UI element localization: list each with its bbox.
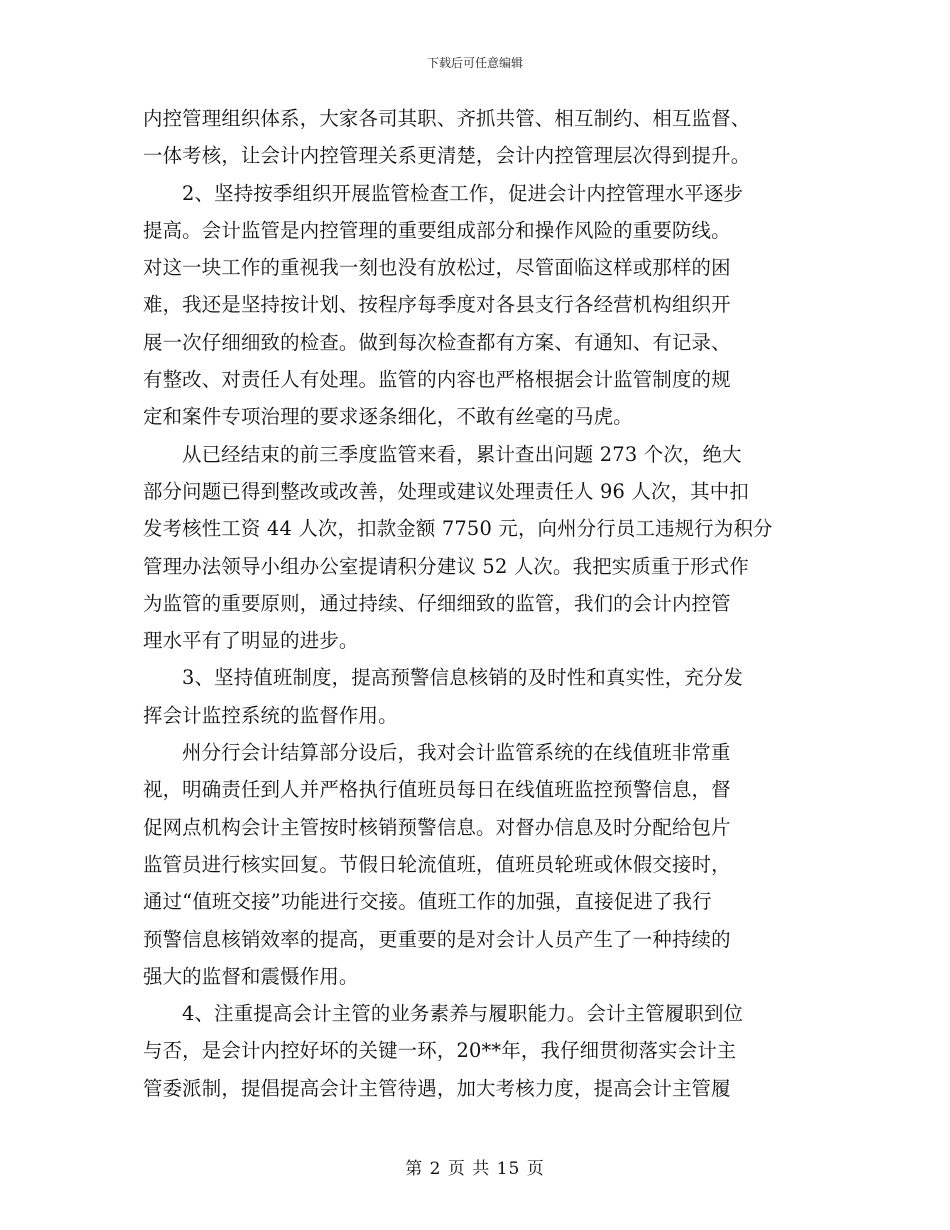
text-line: 与否，是会计内控好坏的关键一环，20**年，我仔细贯彻落实会计主 <box>143 1039 737 1063</box>
text-line: 促网点机构会计主管按时核销预警信息。对督办信息及时分配给包片 <box>143 815 731 839</box>
text-line: 4、注重提高会计主管的业务素养与履职能力。会计主管履职到位 <box>182 1002 744 1026</box>
text-line: 3、坚持值班制度，提高预警信息核销的及时性和真实性，充分发 <box>182 666 744 690</box>
text-line: 强大的监督和震慑作用。 <box>143 964 359 988</box>
text-line: 对这一块工作的重视我一刻也没有放松过，尽管面临这样或那样的困 <box>143 256 731 280</box>
text-line: 难，我还是坚持按计划、按程序每季度对各县支行各经营机构组织开 <box>143 293 731 317</box>
text-line: 定和案件专项治理的要求逐条细化，不敢有丝毫的马虎。 <box>143 405 633 429</box>
text-line: 管委派制，提倡提高会计主管待遇，加大考核力度，提高会计主管履 <box>143 1076 731 1100</box>
text-line: 部分问题已得到整改或改善，处理或建议处理责任人 96 人次，其中扣 <box>143 479 749 503</box>
text-line: 从已经结束的前三季度监管来看，累计查出问题 273 个次，绝大 <box>182 442 742 466</box>
text-line: 有整改、对责任人有处理。监管的内容也严格根据会计监管制度的规 <box>143 368 731 392</box>
page-header-note: 下载后可任意编辑 <box>426 56 523 70</box>
text-line: 监管员进行核实回复。节假日轮流值班，值班员轮班或休假交接时， <box>143 852 731 876</box>
text-line: 提高。会计监管是内控管理的重要组成部分和操作风险的重要防线。 <box>143 218 731 242</box>
text-line: 通过“值班交接”功能进行交接。值班工作的加强，直接促进了我行 <box>143 890 712 914</box>
text-line: 展一次仔细细致的检查。做到每次检查都有方案、有通知、有记录、 <box>143 330 731 354</box>
text-line: 内控管理组织体系，大家各司其职、齐抓共管、相互制约、相互监督、 <box>143 107 751 130</box>
text-line: 视，明确责任到人并严格执行值班员每日在线值班监控预警信息，督 <box>143 778 731 802</box>
text-line: 管理办法领导小组办公室提请积分建议 52 人次。我把实质重于形式作 <box>143 554 749 578</box>
text-line: 挥会计监控系统的监督作用。 <box>143 703 398 727</box>
text-line: 理水平有了明显的进步。 <box>143 629 359 653</box>
text-line: 发考核性工资 44 人次，扣款金额 7750 元，向州分行员工违规行为积分 <box>143 517 773 541</box>
text-line: 州分行会计结算部分设后，我对会计监管系统的在线值班非常重 <box>182 741 731 765</box>
text-line: 2、坚持按季组织开展监管检查工作，促进会计内控管理水平逐步 <box>182 181 744 205</box>
document-body <box>143 100 813 1107</box>
page-number: 第 2 页 共 15 页 <box>405 1159 545 1179</box>
text-line: 为监管的重要原则，通过持续、仔细细致的监管，我们的会计内控管 <box>143 591 731 615</box>
text-line: 一体考核，让会计内控管理关系更清楚，会计内控管理层次得到提升。 <box>143 144 751 168</box>
text-line: 预警信息核销效率的提高，更重要的是对会计人员产生了一种持续的 <box>143 927 731 951</box>
